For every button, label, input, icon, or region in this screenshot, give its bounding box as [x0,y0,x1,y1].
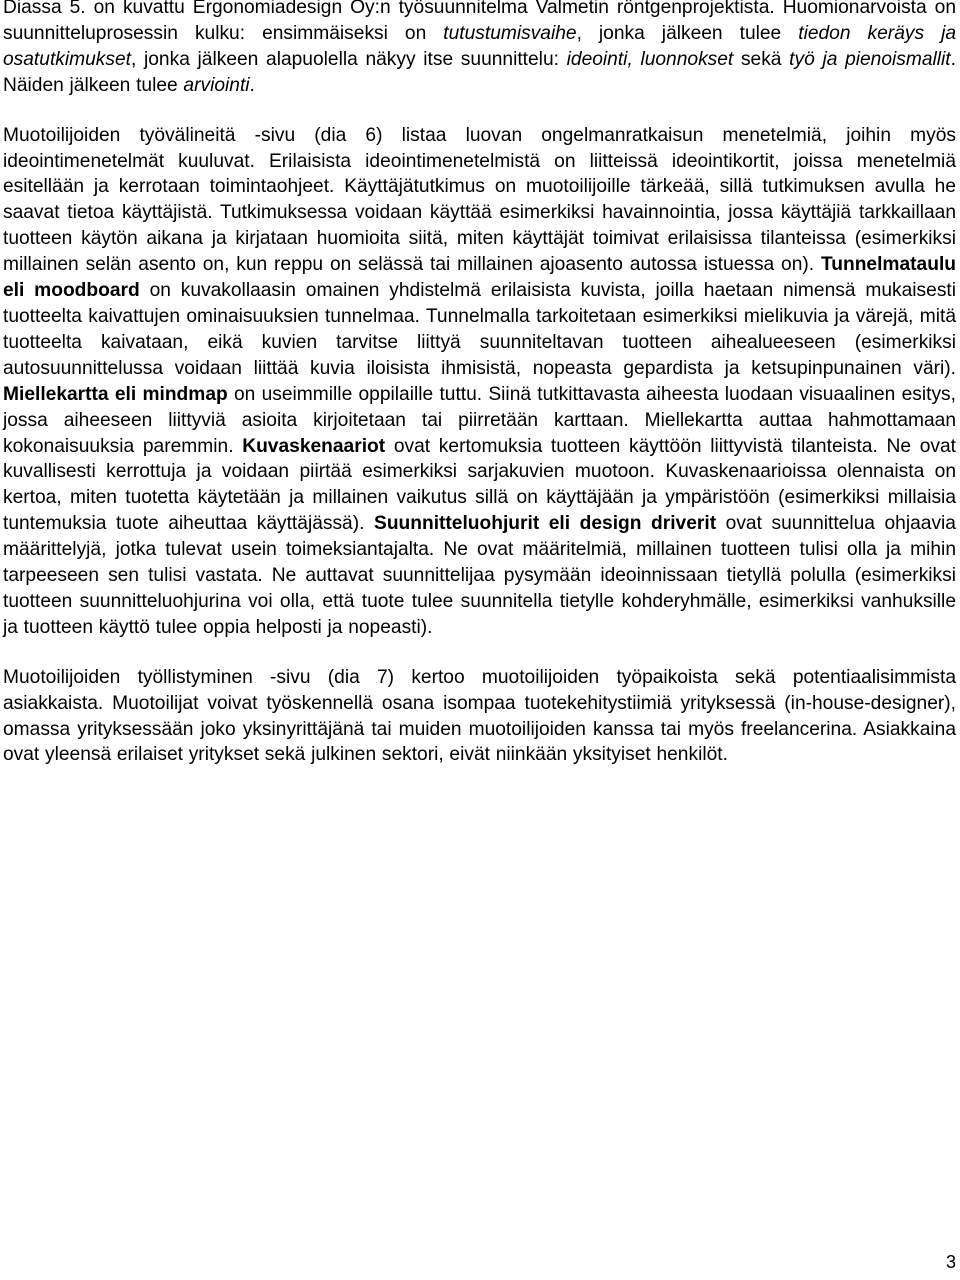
term-mindmap: Miellekartta eli mindmap [3,383,228,405]
text-segment-italic: ideointi, luonnokset [566,48,734,70]
text-segment: , jonka jälkeen tulee [576,22,799,44]
document-page [3,0,956,768]
text-segment: ovat suunnittelua ohjaavia määrittelyjä, jotka tulevat usein toimeksiantajalta. Ne ovat määritelmiä, millainen tuotteen tulisi olla ja mihin tarpeeseen sen tulisi vastata. Ne auttavat suunnittelijaa pysymään ideoinnissaan tietyllä polulla (esimerkiksi tuotteen suunnitteluohjurina voi olla, että tuote tulee suunnitella tietylle kohderyhmälle, esimerkiksi vanhuksille ja tuotteen käyttö tulee oppia helposti ja nopeasti). [3,513,956,638]
text-segment: Diassa 5. on kuvattu Ergonomiadesign Oy:n työsuunnitelma Valmetin röntgenprojektista. Huomionarvoista on suunnitteluprosessin kulku: ensimmäiseksi on [3,0,956,44]
text-segment-italic: tutustumisvaihe [443,22,577,44]
page-number: 3 [945,1252,956,1272]
paragraph-tyollistyminen [3,665,956,769]
text-segment: . [249,74,255,96]
text-segment-italic: tiedon keräys ja osatutkimukset [3,22,956,70]
term-design-driverit: Suunnitteluohjurit eli design driverit [374,513,717,535]
text-segment: on useimmille oppilaille tuttu. Siinä tutkittavasta aiheesta luodaan visuaalinen esitys, jossa aiheeseen liittyviä asioita kirjoitetaan tai piirretään karttaan. Miellekartta auttaa hahmottamaan kokonaisuuksia paremmin. [3,383,956,457]
term-moodboard: Tunnelmataulu eli moodboard [3,254,956,302]
text-segment-italic: arviointi [183,74,250,96]
text-segment: . Näiden jälkeen tulee [3,48,956,96]
text-segment: Muotoilijoiden työllistyminen -sivu (dia 7) kertoo muotoilijoiden työpaikoista sekä potentiaalisimmista asiakkaista. Muotoilijat voivat työskennellä osana isompaa tuotekehitystiimiä yrityksessä (in-house-designer), omassa yrityksessään joko yksinyrittäjänä tai muiden muotoilijoiden kanssa tai myös freelancerina. Asiakkaina ovat yleensä erilaiset yritykset sekä julkinen sektori, eivät niinkään yksityiset henkilöt. [3,666,956,766]
text-segment: sekä [733,48,790,70]
paragraph-tyovalineita [3,123,956,641]
text-segment: Muotoilijoiden työvälineitä -sivu (dia 6) listaa luovan ongelmanratkaisun menetelmiä, joihin myös ideointimenetelmät kuuluvat. Erilaisista ideointimenetelmistä on liitteissä ideointikortit, joissa menetelmiä esitellään ja kerrotaan toimintaohjeet. Käyttäjätutkimus on muotoilijoille tärkeää, sillä tutkimuksen avulla he saavat tietoa käyttäjistä. Tutkimuksessa voidaan käyttää esimerkiksi havainnointia, jossa käyttäjiä tarkkaillaan tuotteen käytön aikana ja kirjataan huomioita siitä, miten käyttäjät toimivat erilaisissa tilanteissa (esimerkiksi millainen selän asento on, kun reppu on selässä tai millainen ajoasento autossa istuessa on). [3,124,956,276]
text-segment-italic: työ ja pienoismallit [789,48,951,70]
paragraph-diassa-5 [3,0,956,99]
text-segment: , jonka jälkeen alapuolella näkyy itse suunnittelu: [130,48,567,70]
term-kuvaskenaariot: Kuvaskenaariot [242,435,386,457]
text-segment: ovat kertomuksia tuotteen käyttöön liittyvistä tilanteista. Ne ovat kuvallisesti kerrottuja ja voidaan piirtää esimerkiksi sarjakuvien muotoon. Kuvaskenaarioissa olennaista on kertoa, miten tuotetta käytetään ja millainen vaikutus sillä on käyttäjään ja ympäristöön (esimerkiksi millaisia tuntemuksia tuote aiheuttaa käyttäjässä). [3,435,956,535]
text-segment: on kuvakollaasin omainen yhdistelmä erilaisista kuvista, joilla haetaan nimensä mukaisesti tuotteelta kaivattujen ominaisuuksien tunnelmaa. Tunnelmalla tarkoitetaan esimerkiksi mielikuvia ja värejä, mitä tuotteelta kaivataan, eikä kuvien tarvitse liittyä suunniteltavan tuotteen aihealueeseen (esimerkiksi autosuunnittelussa voidaan liittää kuvia iloisista ihmisistä, nopeasta gepardista ja ketsupinpunainen väri). [3,280,957,379]
